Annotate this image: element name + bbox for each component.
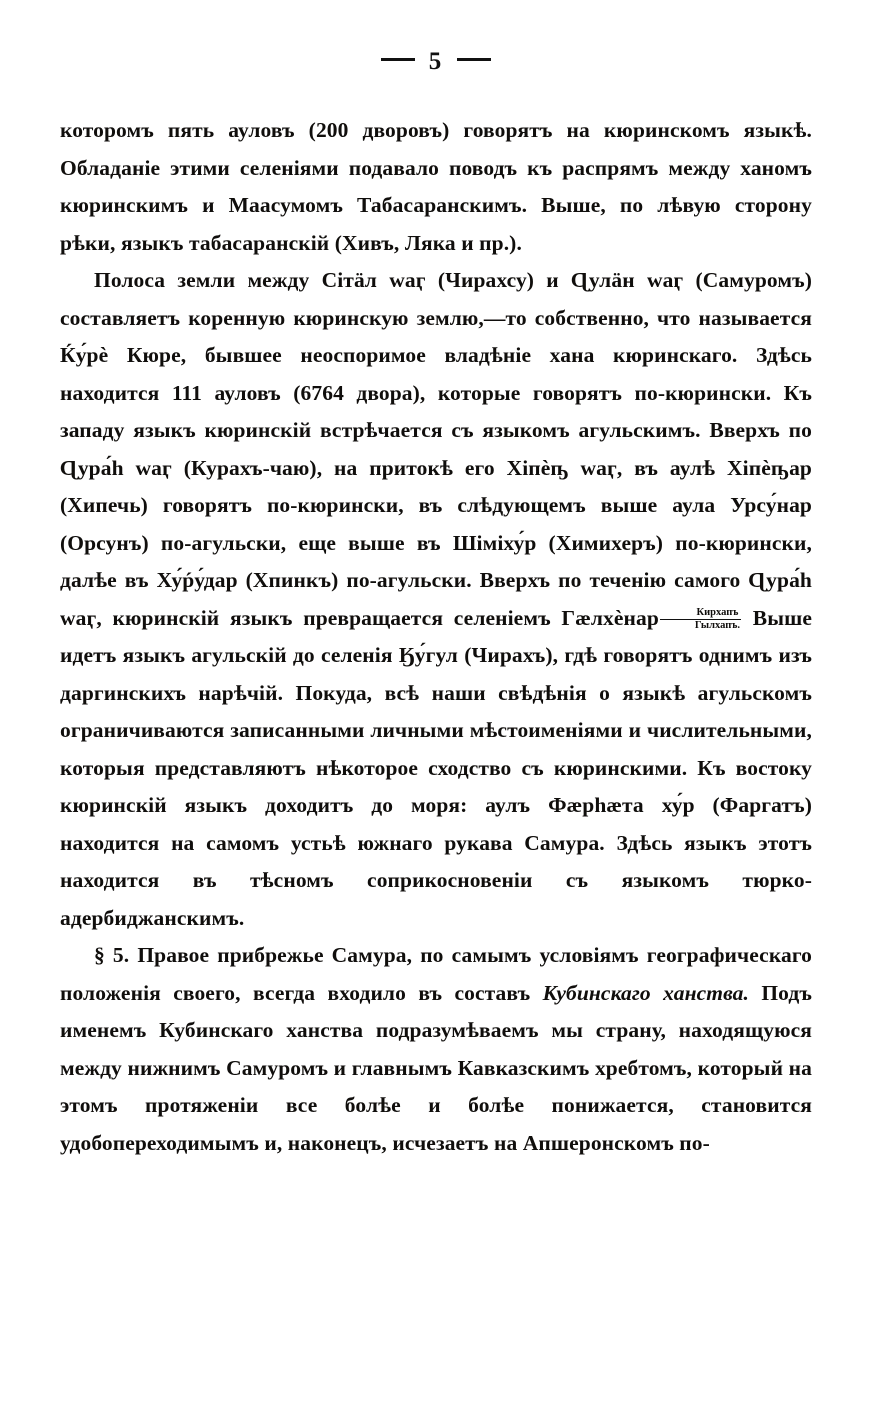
section-marker: § 5. <box>94 943 130 967</box>
gloss-fraction <box>660 607 741 632</box>
paragraph-text-part1: Полоса земли между Сітӓл waӷ (Чирахсу) и Ɋулӓн waӷ (Самуромъ) составляетъ коренную кюринскую землю,—то собственно, что называется Ќу́рѐ Кюре, бывшее неоспоримое владѣніе хана кюринскаго. Здѣсь находится 111 ауловъ (6764 двора), которые говорятъ по-кюрински. Къ западу языкъ кюринскій встрѣчается съ языкомъ агульскимъ. Вверхъ по Ɋура́h waӷ (Курахъ-чаю), на притокѣ его Хіпѐҧ waӷ, въ аулѣ Хіпѐҧар (Хипечь) говорятъ по-кюрински, въ слѣдующемъ выше аула Урсу́нар (Орсунъ) по-агульски, еще выше въ Шіміху́р (Химихеръ) по-кюрински, далѣе въ Ху́ṕу́дар (Хпинкъ) по-агульски. Вверхъ по теченію самого Ɋура́h waӷ, кюринскій языкъ превращается селеніемъ Гӕлхѐнар <box>60 268 812 630</box>
paragraph-text-part2: Выше идетъ языкъ агульскій до селенія Ӄу́гул (Чирахъ), гдѣ говорятъ однимъ изъ даргинскихъ нарѣчій. Покуда, всѣ наши свѣдѣнія о языкѣ агульскомъ ограничиваются записанными личными мѣстоименіями и числительными, которыя представляютъ нѣкоторое сходство съ кюринскими. Къ востоку кюринскій языкъ доходитъ до моря: аулъ Фӕрhӕта ху́р (Фаргатъ) находится на самомъ устьѣ южнаго рукава Самура. Здѣсь языкъ этотъ находится въ тѣсномъ соприкосновеніи съ языкомъ тюрко-адербиджанскимъ. <box>60 605 812 930</box>
header-rule-right <box>457 58 491 61</box>
paragraph-section-5 <box>60 937 812 1162</box>
italic-term-kuba-khanate: Кубинскаго ханства. <box>542 980 749 1005</box>
section-text-before-italic: Правое прибрежье Самура, по самымъ условіямъ географическаго положенія своего, всегда входило въ составъ <box>60 943 813 1005</box>
page-body <box>60 112 812 1162</box>
gloss-fraction-top: Кирхапъ <box>660 607 741 620</box>
header-rule-left <box>381 58 415 61</box>
gloss-fraction-bottom: Гылхапъ. <box>694 619 741 631</box>
section-text-after-italic: Подъ именемъ Кубинскаго ханства подразумѣваемъ мы страну, находящуюся между нижнимъ Самуромъ и главнымъ Кавказскимъ хребтомъ, который на этомъ протяженіи все болѣе и болѣе понижается, становится удобопереходимымъ и, наконецъ, исчезаетъ на Апшеронскомъ по- <box>60 980 812 1155</box>
page-number: 5 <box>428 48 444 75</box>
paragraph-continuation: которомъ пять ауловъ (200 дворовъ) говорятъ на кюринскомъ языкѣ. Обладаніе этими селеніями подавало поводъ къ распрямъ между ханомъ кюринскимъ и Маасумомъ Табасаранскимъ. Выше, по лѣвую сторону рѣки, языкъ табасаранскій (Хивъ, Ляка и пр.). <box>60 118 812 255</box>
paragraph-kyurin-territory <box>60 262 812 937</box>
page-number-header <box>60 48 812 76</box>
